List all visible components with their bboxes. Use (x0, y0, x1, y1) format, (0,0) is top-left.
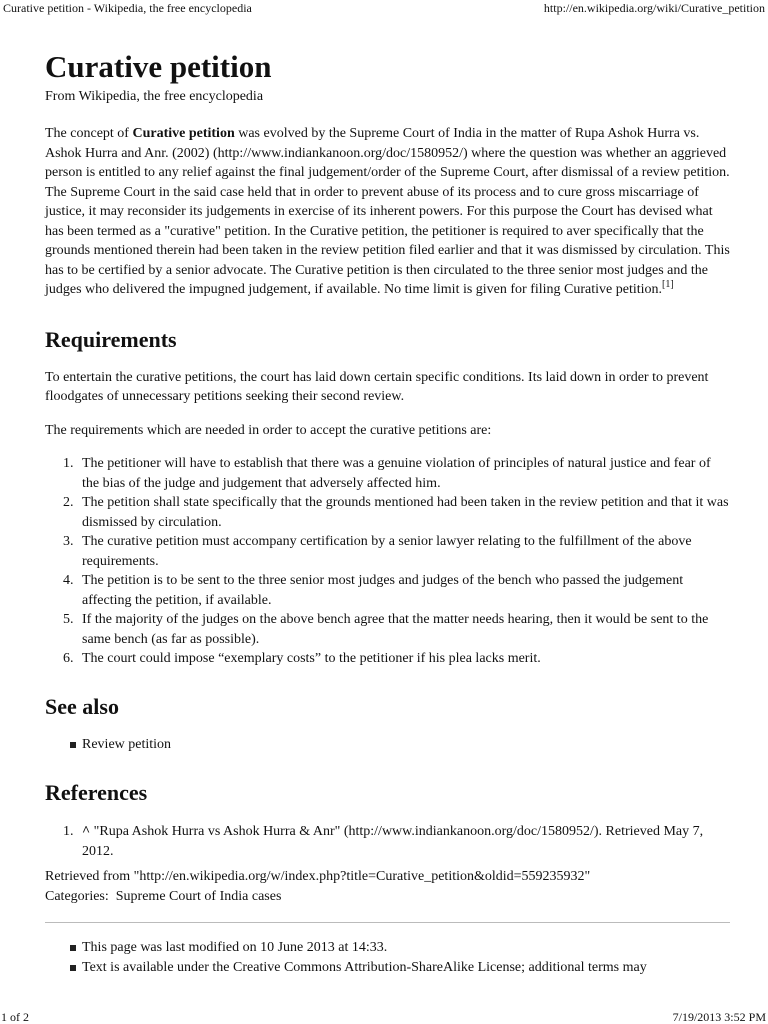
list-item-text: If the majority of the judges on the above bench agree that the matter needs hearing, then it would be sent to the same bench (as far as possible). (82, 612, 709, 647)
references-list (45, 822, 730, 861)
list-item-text: The petition shall state specifically that the grounds mentioned had been taken in the review petition and that it was dismissed by circulation. (82, 495, 729, 530)
bullet-icon (70, 945, 76, 951)
list-item-number: 5. (63, 612, 74, 627)
license-text: Text is available under the Creative Commons Attribution-ShareAlike License; additional terms may (82, 959, 647, 975)
list-item (45, 493, 730, 532)
see-also-link[interactable]: Review petition (82, 736, 172, 752)
intro-paragraph (45, 124, 730, 300)
requirements-lead: The requirements which are needed in order to accept the curative petitions are: (45, 422, 492, 438)
intro-text-rest: was evolved by the Supreme Court of India in the matter of Rupa Ashok Hurra vs. Ashok Hurra and Anr. (2002) (http://www.indiankanoon.org/doc/1580952/) where the question was whether an aggrieved person is entitled to any relief against the final judgement/order of the Supreme Court, after dismissal of a review petition. The Supreme Court in the said case held that in order to prevent abuse of its process and to cure gross miscarriage of justice, it may reconsider its judgements in exercise of its inherent powers. For this purpose the Court has devised what has been termed as a "curative" petition. In the Curative petition, the petitioner is required to aver specifically that the grounds mentioned therein had been taken in the review petition filed earlier and that it was dismissed by circulation. This has to be certified by a senior advocate. The Curative petition is then circulated to the three senior most judges and the judges who delivered the impugned judgement, if available. No time limit is given for filing Curative petition. (45, 126, 730, 297)
footer-item (45, 958, 730, 978)
last-modified-text: This page was last modified on 10 June 2013 at 14:33. (82, 940, 388, 955)
intro-text-start: The concept of (45, 126, 133, 141)
list-item-number: 6. (63, 651, 74, 666)
list-item-number: 2. (63, 495, 74, 510)
list-item-text: The curative petition must accompany certification by a senior lawyer relating to the fulfillment of the above requirements. (82, 534, 692, 569)
list-item-number: 3. (63, 534, 74, 549)
reference-marker[interactable]: [1] (662, 279, 674, 290)
print-header-title: Curative petition - Wikipedia, the free encyclopedia (3, 1, 252, 15)
category-link[interactable]: Supreme Court of India cases (115, 888, 282, 904)
categories-line (45, 887, 730, 907)
print-header-url: http://en.wikipedia.org/wiki/Curative_petition (543, 1, 765, 15)
heading-requirements: Requirements (45, 326, 177, 352)
list-item-text: The petitioner will have to establish that there was a genuine violation of principles of natural justice and fear of the bias of the judge and judgement that adversely affected him. (82, 456, 711, 491)
page-title: Curative petition (45, 49, 272, 84)
list-item (45, 571, 730, 610)
footer-item (45, 938, 730, 958)
bullet-icon (70, 965, 76, 971)
print-footer-datetime: 7/19/2013 3:52 PM (672, 1010, 766, 1024)
list-item (45, 610, 730, 649)
list-item (45, 735, 730, 755)
list-item-number: 1. (63, 456, 74, 471)
article-content (45, 42, 730, 977)
footer-list (45, 938, 730, 977)
heading-see-also: See also (45, 693, 119, 719)
heading-references: References (45, 780, 148, 805)
divider (45, 922, 730, 923)
page-subtitle: From Wikipedia, the free encyclopedia (45, 89, 264, 104)
bullet-icon (70, 742, 76, 748)
categories-label: Categories: (45, 888, 109, 904)
list-item (45, 454, 730, 493)
print-footer-page: 1 of 2 (1, 1010, 29, 1024)
retrieved-from: Retrieved from "http://en.wikipedia.org/w/index.php?title=Curative_petition&oldid=559235932" (45, 869, 591, 884)
backlink-caret[interactable]: ^ (82, 824, 91, 839)
list-item-number: 1. (63, 824, 74, 839)
list-item-number: 4. (63, 573, 74, 588)
list-item (45, 649, 730, 669)
see-also-list (45, 735, 730, 755)
reference-text: "Rupa Ashok Hurra vs Ashok Hurra & Anr" (http://www.indiankanoon.org/doc/1580952/). Retrieved May 7, 2012. (82, 824, 704, 859)
list-item-text: The petition is to be sent to the three senior most judges and judges of the bench who passed the judgement affecting the petition, if available. (82, 573, 684, 608)
intro-bold-term: Curative petition (132, 126, 235, 141)
list-item (45, 532, 730, 571)
requirements-intro: To entertain the curative petitions, the court has laid down certain specific conditions. Its laid down in order to prevent floodgates of unnecessary petitions seeking their second review. (45, 369, 709, 404)
reference-item (45, 822, 730, 861)
requirements-list (45, 454, 730, 669)
list-item-text: The court could impose “exemplary costs” to the petitioner if his plea lacks merit. (82, 651, 541, 666)
